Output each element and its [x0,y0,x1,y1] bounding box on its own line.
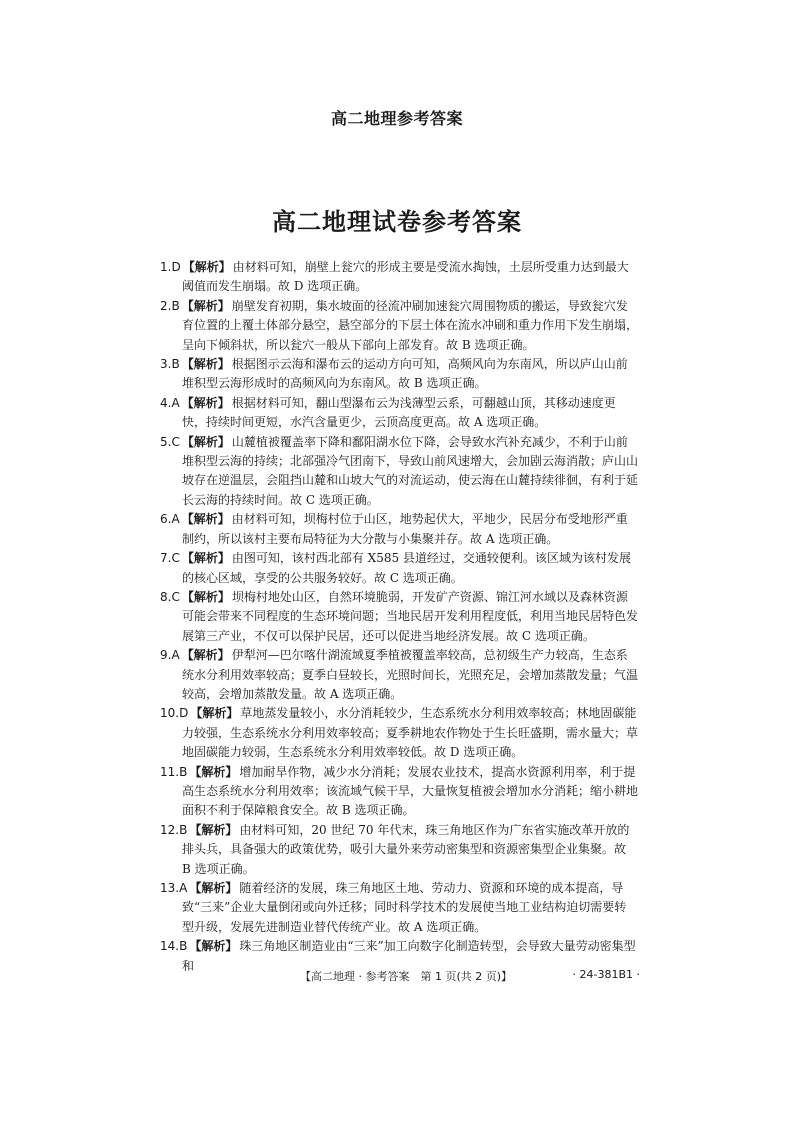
answer-number: 7. [160,551,172,566]
answer-explanation: 由材料可知，20 世纪 70 年代末，珠三角地区作为广东省实施改革开放的排头兵，具备强大的政策优势，吸引大量外来劳动密集型和资源密集型企业集聚。故 B 选项正确。 [182,822,630,876]
analysis-tag: 【解析】 [181,648,230,663]
answer-explanation: 随着经济的发展，珠三角地区土地、劳动力、资源和环境的成本提高，导致“三来”企业大量倒闭或向外迁移；同时科学技术的发展使当地工业结构迫切需要转型升级，发展先进制造业替代传统产业。故 A 选项正确。 [182,881,627,934]
answer-choice: C [171,551,180,566]
answer-item [160,588,638,646]
answer-choice: A [179,881,188,895]
analysis-tag: 【解析】 [181,395,230,410]
answer-number: 14. [160,939,180,954]
answer-explanation: 崩壁发育初期，集水坡面的径流冲刷加速瓮穴周围物质的搬运，导致瓮穴发育位置的上覆土体部分悬空，悬空部分的下层土体在流水冲刷和重力作用下发生崩塌，呈向下倾斜状，所以瓮穴一般从下部向上部发育。故 B 选项正确。 [182,298,639,352]
answer-number: 13. [160,881,180,895]
answer-number: 8. [160,589,172,604]
answer-number: 4. [160,395,172,410]
analysis-tag: 【解析】 [181,298,230,313]
analysis-tag: 【解析】 [181,589,230,604]
answer-explanation: 由图可知，该村西北部有 X585 县道经过，交通较便利。该区域为该村发展的核心区域，享受的公共服务较好。故 C 选项正确。 [182,551,631,585]
answer-item [160,297,638,355]
answer-number: 11. [160,764,180,779]
page-footer [300,968,640,984]
answer-list [160,258,638,976]
answer-explanation: 由材料可知，坝梅村位于山区，地势起伏大，平地少，民居分布受地形严重制约，所以该村主要布局特征为大分散与小集聚并存。故 A 选项正确。 [182,512,628,546]
analysis-tag: 【解析】 [190,706,239,721]
answer-explanation: 伊犁河—巴尔喀什湖流域夏季植被覆盖率较高，总初级生产力较高，生态系统水分利用效率较高；夏季白昼较长，光照时间长，光照充足，会增加蒸散发量；气温较高，会增加蒸散发量。故 A 选项正确。 [182,648,639,701]
footer-page-info: 【高二地理 · 参考答案 第 1 页(共 2 页)】 [300,970,513,983]
analysis-tag: 【解析】 [189,822,238,837]
answer-choice: D [179,706,189,721]
answer-choice: A [171,512,180,527]
answer-explanation: 由材料可知，崩壁上瓮穴的形成主要是受流水掏蚀，土层所受重力达到最大阈值而发生崩塌。故 D 选项正确。 [182,260,629,294]
answer-item [160,433,638,511]
answer-choice: B [179,939,188,954]
answer-item [160,646,638,704]
analysis-tag: 【解析】 [189,939,238,954]
analysis-tag: 【解析】 [181,434,230,449]
answer-explanation: 根据材料可知，翻山型瀑布云为浅薄型云系，可翻越山顶，其移动速度更快，持续时间更短，水汽含量更少，云顶高度更高。故 A 选项正确。 [182,395,616,430]
answer-explanation: 山麓植被覆盖率下降和鄱阳湖水位下降，会导致水汽补充减少，不利于山前堆积型云海的持续；北部强冷气团南下，导致山前风速增大，会加剧云海消散；庐山山坡存在逆温层，会阻挡山麓和山坡大气的对流运动，使云海在山麓持续徘徊，有利于延长云海的持续时间。故 C 选项正确。 [182,434,639,507]
answer-number: 6. [160,512,172,527]
answer-number: 9. [160,648,172,663]
answer-explanation: 草地蒸发量较小，水分消耗较少，生态系统水分利用效率较高；林地固碳能力较强，生态系统水分利用效率较高；夏季耕地农作物处于生长旺盛期，需水量大；草地固碳能力较弱，生态系统水分利用效率较低。故 D 选项正确。 [182,706,639,760]
answer-choice: C [171,434,180,449]
answer-item [160,510,638,549]
answer-number: 10. [160,706,180,721]
answer-choice: B [171,357,180,372]
analysis-tag: 【解析】 [189,764,238,779]
answer-explanation: 坝梅村地处山区，自然环境脆弱，开发矿产资源、锦江河水域以及森林资源可能会带来不同程度的生态环境问题；当地民居开发利用程度低，利用当地民居特色发展第三产业，不仅可以保护民居，还可以促进当地经济发展。故 C 选项正确。 [182,589,639,643]
answer-number: 12. [160,822,180,837]
answer-explanation: 增加耐旱作物，减少水分消耗；发展农业技术，提高水资源利用率，利于提高生态系统水分利用效率；该流域气候干旱，大量恢复植被会增加水分消耗；缩小耕地面积不利于保障粮食安全。故 B 选项正确。 [182,764,639,818]
answer-number: 2. [160,298,172,313]
answer-choice: B [171,298,180,313]
answer-item [160,821,638,879]
document-title: 高二地理试卷参考答案 [272,208,522,236]
answer-choice: B [179,822,188,837]
answer-explanation: 珠三角地区制造业由“三来”加工向数字化制造转型，会导致大量劳动密集型和 [182,939,636,973]
analysis-tag: 【解析】 [181,357,230,372]
answer-item [160,394,638,433]
footer-code: · 24-381B1 · [572,968,640,981]
answer-number: 1. [160,260,172,274]
answer-number: 5. [160,434,172,449]
answer-choice: A [171,395,180,410]
answer-explanation: 根据图示云海和瀑布云的运动方向可知，高频风向为东南风，所以庐山山前堆积型云海形成时的高频风向为东南风。故 B 选项正确。 [182,357,628,391]
page-header-title: 高二地理参考答案 [330,109,463,128]
answer-choice: C [171,589,180,604]
analysis-tag: 【解析】 [181,551,230,566]
analysis-tag: 【解析】 [181,512,230,527]
answer-choice: D [171,260,181,274]
answer-item [160,549,638,588]
answer-choice: A [171,648,180,663]
analysis-tag: 【解析】 [189,881,238,895]
answer-choice: B [179,764,188,779]
answer-item [160,258,638,297]
analysis-tag: 【解析】 [182,260,231,274]
answer-item [160,355,638,394]
answer-item [160,763,638,821]
answer-number: 3. [160,357,172,372]
answer-item [160,704,638,762]
answer-item [160,879,638,937]
